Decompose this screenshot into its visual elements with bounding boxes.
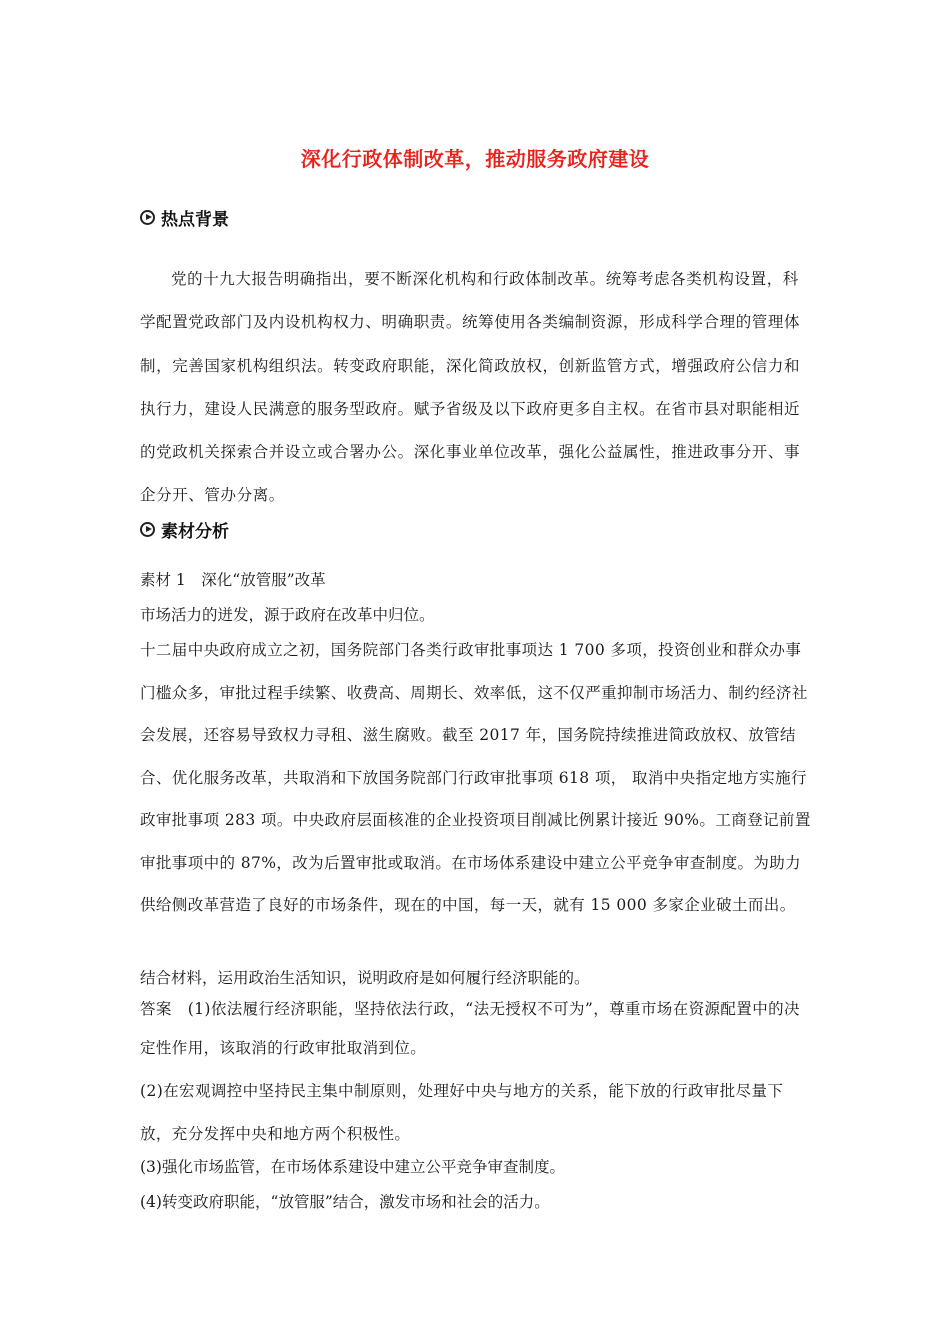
section-heading-label: 热点背景 (161, 209, 229, 230)
play-circle-icon (140, 522, 155, 537)
play-circle-icon (140, 210, 155, 225)
section-heading-analysis (140, 517, 229, 541)
section-heading-background (140, 205, 229, 229)
material-label: 素材 1 深化“放管服”改革 (140, 571, 326, 589)
background-paragraph: 党的十九大报告明确指出，要不断深化机构和行政体制改革。统筹考虑各类机构设置，科学配置党政部门及内设机构权力、明确职责。统筹使用各类编制资源，形成科学合理的管理体制，完善国家机构组织法。转变政府职能，深化简政放权，创新监管方式，增强政府公信力和执行力，建设人民满意的服务型政府。赋予省级及以下政府更多自主权。在省市县对职能相近的党政机关探索合并设立或合署办公。深化事业单位改革，强化公益属性，推进政事分开、事企分开、管办分离。 (140, 270, 801, 505)
question-text: 结合材料，运用政治生活知识，说明政府是如何履行经济职能的。 (140, 969, 590, 987)
answer-item-2: (2)在宏观调控中坚持民主集中制原则，处理好中央与地方的关系，能下放的行政审批尽量下放，充分发挥中央和地方两个积极性。 (140, 1082, 784, 1143)
page-title: 深化行政体制改革，推动服务政府建设 (300, 147, 650, 171)
answer-item-1: 答案 (1)依法履行经济职能，坚持依法行政，“法无授权不可为”，尊重市场在资源配置中的决定性作用，该取消的行政审批取消到位。 (140, 1000, 800, 1057)
answer-item-3: (3)强化市场监管，在市场体系建设中建立公平竞争审查制度。 (140, 1158, 565, 1176)
material-lead: 市场活力的迸发，源于政府在改革中归位。 (140, 606, 435, 624)
section-heading-label: 素材分析 (161, 521, 229, 542)
answer-item-4: (4)转变政府职能，“放管服”结合，激发市场和社会的活力。 (140, 1193, 550, 1211)
material-body: 十二届中央政府成立之初，国务院部门各类行政审批事项达 1 700 多项，投资创业和群众办事门槛众多，审批过程手续繁、收费高、周期长、效率低，这不仅严重抑制市场活力、制约经济社会发展，还容易导致权力寻租、滋生腐败。截至 2017 年，国务院持续推进简政放权、放管结合、优化服务改革，共取消和下放国务院部门行政审批事项 618 项， 取消中央指定地方实施行政审批事项 283 项。中央政府层面核准的企业投资项目削减比例累计接近 90%。工商登记前置审批事项中的 87%，改为后置审批或取消。在市场体系建设中建立公平竞争审查制度。为助力供给侧改革营造了良好的市场条件，现在的中国，每一天，就有 15 000 多家企业破土而出。 (140, 641, 811, 914)
